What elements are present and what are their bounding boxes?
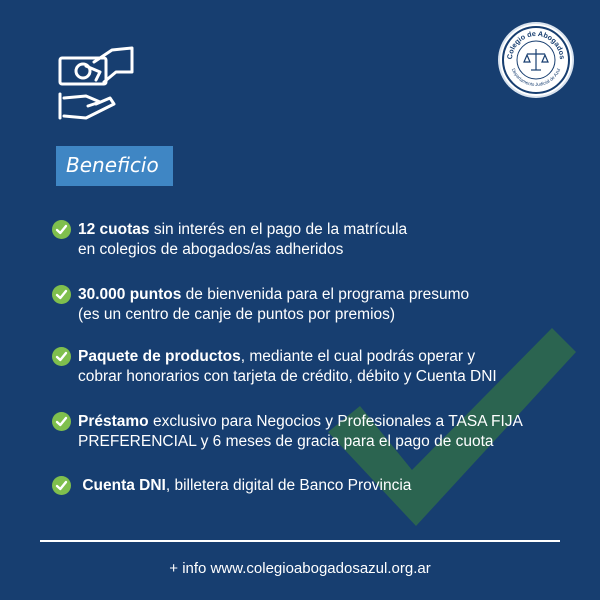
benefit-line: sin interés en el pago de la matrícula [149, 221, 408, 238]
benefit-item [52, 412, 582, 452]
benefit-text [78, 220, 582, 260]
benefit-text [78, 412, 582, 452]
green-check-icon [52, 412, 71, 431]
benefit-line-2: PREFERENCIAL y 6 meses de gracia para el pago de cuota [78, 433, 494, 450]
logo-text-top: Colegio de Abogados [504, 28, 568, 60]
benefit-item [52, 347, 582, 387]
benefit-bold: Préstamo [78, 413, 149, 430]
benefit-item [52, 285, 582, 325]
benefit-bold: 30.000 puntos [78, 286, 182, 303]
benefit-text [78, 285, 582, 325]
green-check-icon [52, 220, 71, 239]
green-check-icon [52, 476, 71, 495]
benefit-item [52, 220, 582, 260]
benefit-line: , mediante el cual podrás operar y [240, 348, 476, 365]
benefit-line: exclusivo para Negocios y Profesionales a TASA FIJA [148, 413, 523, 430]
benefit-line-2: cobrar honorarios con tarjeta de crédito, débito y Cuenta DNI [78, 368, 497, 385]
benefit-bold: Paquete de productos [78, 348, 241, 365]
benefit-line: de bienvenida para el programa presumo [181, 286, 470, 303]
divider [40, 540, 560, 542]
benefit-bold: Cuenta DNI [82, 477, 166, 494]
benefit-bold: 12 cuotas [78, 221, 150, 238]
beneficio-label: Beneficio [56, 146, 173, 186]
benefit-line: , billetera digital de Banco Provincia [165, 477, 412, 494]
benefit-text [78, 476, 582, 496]
benefit-line-2: en colegios de abogados/as adheridos [78, 241, 344, 258]
benefit-item [52, 476, 582, 496]
logo-text-bottom: Departamento Judicial de Azul [510, 67, 562, 88]
hand-receiving-money-icon [56, 42, 140, 122]
footer-info-link[interactable]: + info www.colegioabogadosazul.org.ar [169, 560, 431, 577]
green-check-icon [52, 347, 71, 366]
green-check-icon [52, 285, 71, 304]
benefit-line-2: (es un centro de canje de puntos por premios) [78, 306, 396, 323]
colegio-de-abogados-logo [500, 24, 572, 96]
benefit-text [78, 347, 582, 387]
